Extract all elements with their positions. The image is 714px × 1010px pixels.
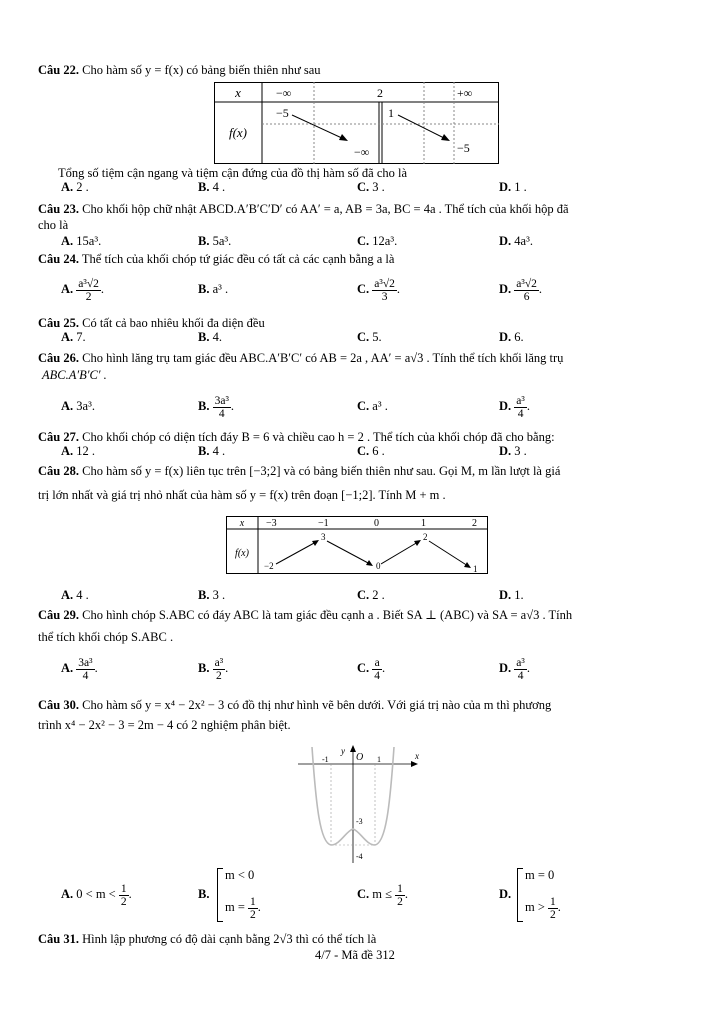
q22-v1: −5 (276, 106, 289, 120)
q23-opt-a: A. 15a³. (61, 234, 102, 248)
q27-opt-c: C. 6 . (357, 444, 385, 458)
q25-stem: Câu 25. Có tất cả bao nhiêu khối đa diện đều (38, 316, 265, 330)
q30-opt-b: B. (198, 887, 210, 901)
q22-two: 2 (377, 86, 383, 100)
q26-opt-c: C. a³ . (357, 399, 388, 413)
q22-opt-a: A. 2 . (61, 180, 89, 194)
svg-text:-1: -1 (322, 755, 329, 764)
q23-stem: Câu 23. Cho khối hộp chữ nhật ABCD.A′B′C′D′ có AA′ = a, AB = 3a, BC = 4a . Thể tích của khối hộp đã (38, 202, 569, 216)
q23-stem2: cho là (38, 218, 69, 232)
q22-opt-c: C. 3 . (357, 180, 385, 194)
q28-opt-d: D. 1. (499, 588, 524, 602)
svg-text:3: 3 (321, 532, 326, 542)
q30-stem2: trình x⁴ − 2x² − 3 = 2m − 4 có 2 nghiệm phân biệt. (38, 718, 291, 732)
q30-opt-c: C. m ≤ $\frac{1}{2}$ . (357, 882, 408, 908)
q28-variation-table (226, 516, 488, 574)
q22-stem: Câu 22. Cho hàm số y = f(x) có bảng biến thiên như sau (38, 63, 321, 77)
q22-opt-d: D. 1 . (499, 180, 527, 194)
q28-opt-c: C. 2 . (357, 588, 385, 602)
svg-text:1: 1 (473, 564, 478, 574)
q28-stem2: trị lớn nhất và giá trị nhỏ nhất của hàm số y = f(x) trên đoạn [−1;2]. Tính M + m . (38, 488, 446, 502)
q24-stem: Câu 24. Thể tích của khối chóp tứ giác đều có tất cả các cạnh bằng a là (38, 252, 395, 266)
q30-graph (298, 745, 428, 863)
q22-v2: −∞ (354, 145, 370, 159)
q22-variation-table (214, 82, 499, 164)
svg-text:x: x (415, 751, 419, 761)
svg-text:0: 0 (376, 561, 381, 571)
q25-opt-d: D. 6. (499, 330, 524, 344)
q28-opt-b: B. 3 . (198, 588, 226, 602)
q26-opt-a: A. 3a³. (61, 399, 95, 413)
q30-opt-d: D. (499, 887, 512, 901)
svg-text:f(x): f(x) (235, 548, 249, 559)
q23-opt-c: C. 12a³. (357, 234, 398, 248)
svg-text:−2: −2 (264, 561, 274, 571)
q25-opt-c: C. 5. (357, 330, 382, 344)
q24-opt-b: B. a³ . (198, 282, 229, 296)
q22-pinf: +∞ (457, 86, 473, 100)
q22-v4: −5 (457, 141, 470, 155)
q26-opt-d: D. $\frac{\text{a³}}{4}$ . (499, 394, 530, 420)
q27-opt-b: B. 4 . (198, 444, 226, 458)
q29-opt-b: B. $\frac{\text{a³}}{2}$ . (198, 656, 229, 682)
q24-opt-a: A. $\frac{\text{a³√2}}{2}$ . (61, 277, 105, 303)
q29-opt-c: C. $\frac{a}{4}$ . (357, 656, 386, 682)
svg-text:y: y (341, 746, 345, 756)
svg-text:−1: −1 (318, 518, 329, 529)
svg-text:2: 2 (423, 532, 428, 542)
q22-v3: 1 (388, 106, 394, 120)
svg-text:0: 0 (374, 518, 379, 529)
q24-opt-d: D. $\frac{\text{a³√2}}{6}$ . (499, 277, 543, 303)
q26-opt-b: B. $\frac{\text{3a³}}{4}$ . (198, 394, 235, 420)
q25-opt-b: B. 4. (198, 330, 222, 344)
q26-stem: Câu 26. Cho hình lăng trụ tam giác đều ABC.A′B′C′ có AB = 2a , AA′ = a√3 . Tính thể tích khối lăng trụ (38, 351, 564, 365)
q31-stem: Câu 31. Hình lập phương có độ dài cạnh bằng 2√3 thì có thể tích là (38, 932, 377, 946)
svg-text:x: x (239, 518, 245, 529)
svg-text:−3: −3 (266, 518, 277, 529)
q27-opt-a: A. 12 . (61, 444, 96, 458)
q24-opt-c: C. $\frac{\text{a³√2}}{3}$ . (357, 277, 401, 303)
q22-opt-b: B. 4 . (198, 180, 226, 194)
q23-opt-d: D. 4a³. (499, 234, 533, 248)
q28-stem: Câu 28. Cho hàm số y = f(x) liên tục trên [−3;2] và có bảng biến thiên như sau. Gọi M, m lần lượt là giá (38, 464, 561, 478)
svg-text:1: 1 (421, 518, 426, 529)
q28-opt-a: A. 4 . (61, 588, 89, 602)
q22-x-label: x (235, 85, 241, 100)
q22-line2: Tổng số tiệm cận ngang và tiệm cận đứng của đồ thị hàm số đã cho là (58, 166, 408, 180)
q27-stem: Câu 27. Cho khối chóp có diện tích đáy B = 6 và chiều cao h = 2 . Thể tích của khối chóp đã cho bằng: (38, 430, 555, 444)
page-footer: 4/7 - Mã đề 312 (315, 948, 395, 962)
q22-fx-label: f(x) (228, 125, 248, 140)
q27-opt-d: D. 3 . (499, 444, 527, 458)
q29-opt-d: D. $\frac{\text{a³}}{4}$ . (499, 656, 530, 682)
svg-text:O: O (356, 752, 364, 763)
q29-stem: Câu 29. Cho hình chóp S.ABC có đáy ABC là tam giác đều cạnh a . Biết SA ⊥ (ABC) và SA = a√3 . Tính (38, 608, 573, 622)
q25-opt-a: A. 7. (61, 330, 86, 344)
svg-text:-4: -4 (356, 852, 363, 861)
q26-stem2: ABC.A′B′C′ . (42, 368, 107, 382)
q29-opt-a: A. $\frac{\text{3a³}}{4}$ . (61, 656, 98, 682)
q29-stem2: thể tích khối chóp S.ABC . (38, 630, 174, 644)
svg-text:1: 1 (377, 755, 381, 764)
svg-text:2: 2 (472, 518, 477, 529)
q23-opt-b: B. 5a³. (198, 234, 232, 248)
q30-opt-a: A. 0 < m < $\frac{1}{2}$ . (61, 882, 132, 908)
q30-stem: Câu 30. Cho hàm số y = x⁴ − 2x² − 3 có đồ thị như hình vẽ bên dưới. Với giá trị nào của m thì phương (38, 698, 552, 712)
svg-text:-3: -3 (356, 817, 363, 826)
q22-ninf: −∞ (276, 86, 292, 100)
